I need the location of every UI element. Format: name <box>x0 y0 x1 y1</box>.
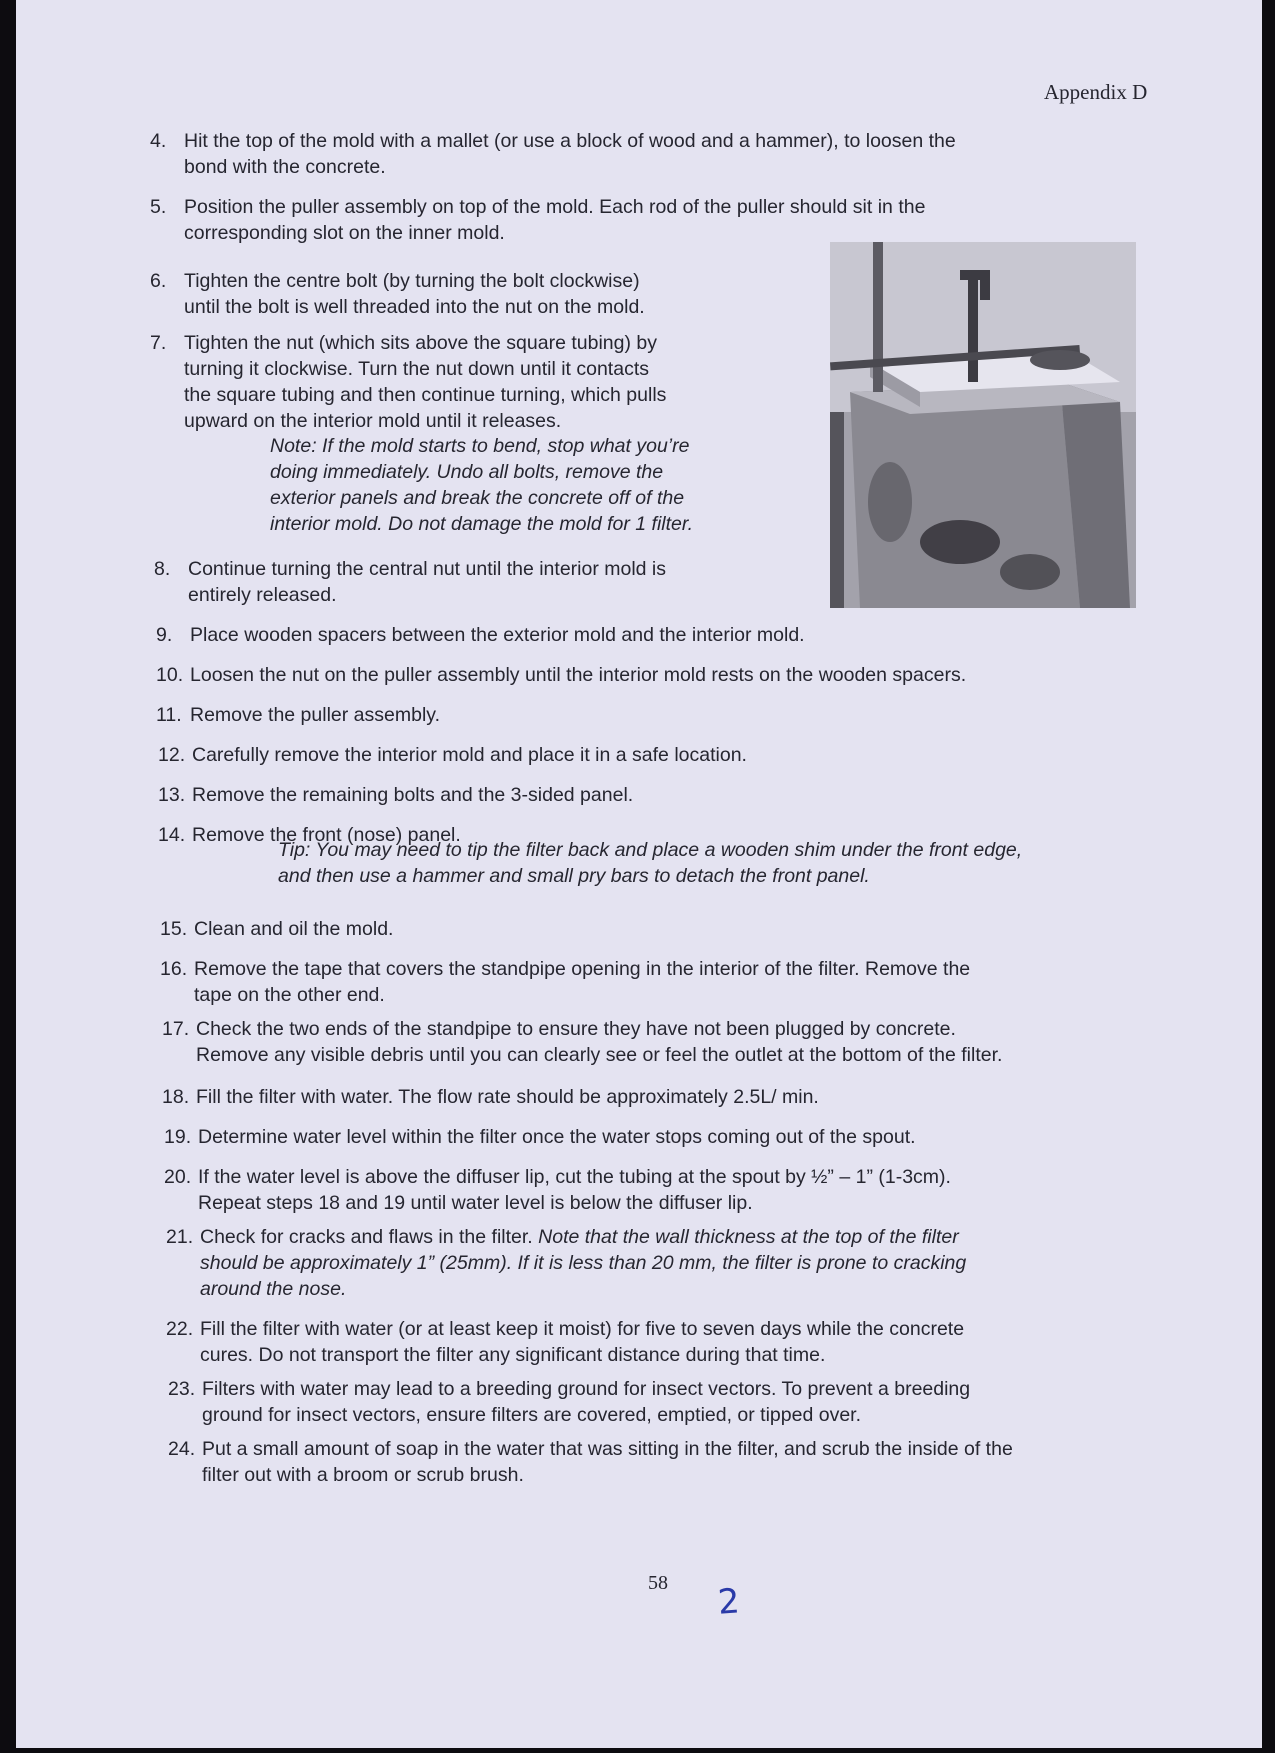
step-line: bond with the concrete. <box>184 156 386 178</box>
step-line: Remove any visible debris until you can clearly see or feel the outlet at the bottom of the filter. <box>196 1044 1003 1066</box>
step-line: turning it clockwise. Turn the nut down until it contacts <box>184 358 649 380</box>
step-line: entirely released. <box>188 584 337 606</box>
step-text <box>194 956 970 1008</box>
list-item <box>158 742 1158 768</box>
step-text <box>192 742 747 768</box>
note-line: interior mold. Do not damage the mold for 1 filter. <box>270 513 694 535</box>
step-number: 7. <box>150 332 167 354</box>
step-text <box>200 1316 964 1368</box>
step-line: Loosen the nut on the puller assembly until the interior mold rests on the wooden spacers. <box>190 664 967 686</box>
step-line: filter out with a broom or scrub brush. <box>202 1464 524 1486</box>
list-item <box>160 956 1160 1008</box>
step-text <box>198 1124 916 1150</box>
note-line: exterior panels and break the concrete off of the <box>270 487 685 509</box>
list-item <box>154 556 1154 608</box>
step-line: Remove the puller assembly. <box>190 704 440 726</box>
step-line: corresponding slot on the inner mold. <box>184 222 505 244</box>
step-number: 13. <box>158 784 186 806</box>
instruction-list <box>16 0 1262 1748</box>
step-number: 19. <box>164 1126 192 1148</box>
list-item <box>166 1224 1166 1302</box>
step7-note <box>270 433 693 537</box>
step-line <box>200 1224 966 1250</box>
list-item <box>164 1164 1164 1216</box>
step-line: cures. Do not transport the filter any significant distance during that time. <box>200 1344 826 1366</box>
appendix-label: Appendix D <box>1044 80 1148 104</box>
step-line: Continue turning the central nut until the interior mold is <box>188 558 667 580</box>
step-text <box>190 702 440 728</box>
step-number: 11. <box>156 704 182 726</box>
step-line: the square tubing and then continue turning, which pulls <box>184 384 667 406</box>
list-item <box>150 128 1150 180</box>
step-line: upward on the interior mold until it releases. <box>184 410 562 432</box>
step-number: 4. <box>150 130 167 152</box>
step-number: 15. <box>160 918 188 940</box>
list-item <box>162 1016 1162 1068</box>
list-item <box>162 1084 1162 1110</box>
step-text <box>184 194 925 246</box>
step-line: around the nose. <box>200 1278 347 1300</box>
handwritten-mark: 2 <box>716 1581 742 1623</box>
step-number: 6. <box>150 270 167 292</box>
step-line: Position the puller assembly on top of the mold. Each rod of the puller should sit in the <box>184 196 926 218</box>
step-line: tape on the other end. <box>194 984 385 1006</box>
step-line: Tighten the centre bolt (by turning the bolt clockwise) <box>184 270 640 292</box>
step-line: Determine water level within the filter once the water stops coming out of the spout. <box>198 1126 916 1148</box>
step-number: 17. <box>162 1018 190 1040</box>
step-number: 22. <box>166 1318 194 1340</box>
step-line: Place wooden spacers between the exterior mold and the interior mold. <box>190 624 805 646</box>
step-text <box>192 782 633 808</box>
step-text <box>198 1164 951 1216</box>
list-item <box>164 1124 1164 1150</box>
step-text <box>202 1436 1013 1488</box>
list-item <box>158 782 1158 808</box>
list-item <box>150 330 1150 434</box>
document-page <box>16 0 1262 1748</box>
step-text <box>190 622 805 648</box>
step-line: Clean and oil the mold. <box>194 918 394 940</box>
step-line: should be approximately 1” (25mm). If it is less than 20 mm, the filter is prone to cracking <box>200 1252 967 1274</box>
note-line: Note: If the mold starts to bend, stop what you’re <box>270 435 690 457</box>
step-line: Hit the top of the mold with a mallet (or use a block of wood and a hammer), to loosen the <box>184 130 956 152</box>
step-number: 16. <box>160 958 188 980</box>
step-line: Carefully remove the interior mold and place it in a safe location. <box>192 744 747 766</box>
list-item <box>156 702 1156 728</box>
step-line: Remove the remaining bolts and the 3-sided panel. <box>192 784 634 806</box>
list-item <box>150 268 1150 320</box>
list-item <box>156 622 1156 648</box>
step-number: 9. <box>156 624 173 646</box>
step-line: Put a small amount of soap in the water that was sitting in the filter, and scrub the inside of the <box>202 1438 1013 1460</box>
step-text <box>196 1016 1002 1068</box>
step-line: Remove the tape that covers the standpipe opening in the interior of the filter. Remove the <box>194 958 971 980</box>
step-text <box>194 916 393 942</box>
step-text <box>184 128 956 180</box>
step14-tip <box>278 837 1022 889</box>
step-number: 18. <box>162 1086 190 1108</box>
step-number: 21. <box>166 1226 194 1248</box>
step-line: Check the two ends of the standpipe to ensure they have not been plugged by concrete. <box>196 1018 956 1040</box>
step-line: Filters with water may lead to a breeding ground for insect vectors. To prevent a breeding <box>202 1378 971 1400</box>
step-line: Repeat steps 18 and 19 until water level is below the diffuser lip. <box>198 1192 753 1214</box>
step-line: Tighten the nut (which sits above the square tubing) by <box>184 332 657 354</box>
list-item <box>160 916 1160 942</box>
step-line: until the bolt is well threaded into the nut on the mold. <box>184 296 645 318</box>
note-line: doing immediately. Undo all bolts, remove the <box>270 461 664 483</box>
step-text <box>196 1084 819 1110</box>
list-item <box>166 1316 1166 1368</box>
tip-line: Tip: You may need to tip the filter back and place a wooden shim under the front edge, <box>278 839 1023 861</box>
step-number: 10. <box>156 664 184 686</box>
step-line: Fill the filter with water (or at least keep it moist) for five to seven days while the concrete <box>200 1318 965 1340</box>
step-number: 24. <box>168 1438 196 1460</box>
step-text <box>184 268 645 320</box>
step-number: 14. <box>158 824 186 846</box>
step-number: 20. <box>164 1166 192 1188</box>
step-line: If the water level is above the diffuser lip, cut the tubing at the spout by ½” – 1” (1-3cm). <box>198 1166 951 1188</box>
step-text <box>200 1224 966 1302</box>
step-number: 5. <box>150 196 167 218</box>
step-line: ground for insect vectors, ensure filters are covered, emptied, or tipped over. <box>202 1404 862 1426</box>
list-item <box>168 1436 1168 1488</box>
step-line: Fill the filter with water. The flow rate should be approximately 2.5L/ min. <box>196 1086 819 1108</box>
step-line: Remove the front (nose) panel. <box>192 824 461 846</box>
step-number: 23. <box>168 1378 196 1400</box>
step-lead: Check for cracks and flaws in the filter. <box>200 1226 539 1248</box>
step-number: 12. <box>158 744 186 766</box>
step-text <box>188 556 666 608</box>
list-item <box>156 662 1156 688</box>
list-item <box>150 194 1150 246</box>
step-italic: Note that the wall thickness at the top of the filter <box>538 1226 959 1248</box>
step-text <box>190 662 966 688</box>
list-item <box>168 1376 1168 1428</box>
page-number: 58 <box>648 1572 668 1594</box>
step-number: 8. <box>154 558 171 580</box>
tip-line: and then use a hammer and small pry bars to detach the front panel. <box>278 865 870 887</box>
step-text <box>184 330 666 434</box>
step-text <box>202 1376 970 1428</box>
